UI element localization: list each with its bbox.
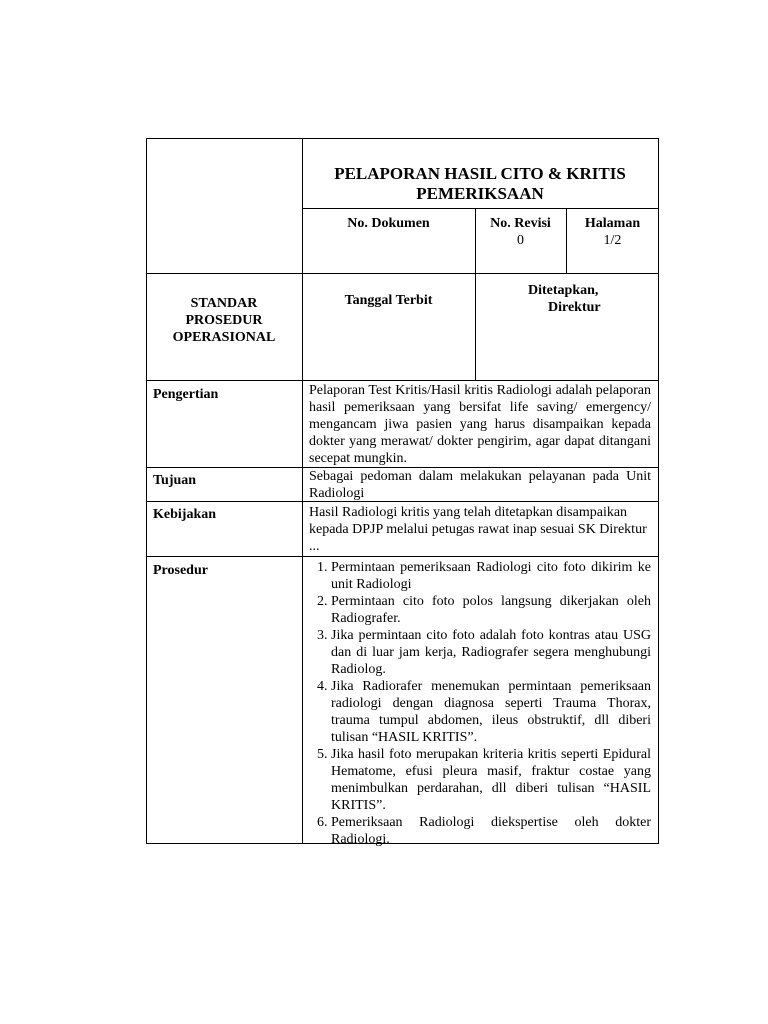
prosedur-step-1: 1. Permintaan pemeriksaan Radiologi cito foto dikirim ke unit Radiologi — [331, 559, 651, 593]
header-title-divider — [302, 208, 659, 209]
sop-label-line3: OPERASIONAL — [172, 330, 276, 345]
header-row-divider — [146, 273, 659, 274]
halaman-label: Halaman — [584, 216, 641, 231]
prosedur-step-2: 2. Permintaan cito foto polos langsung dikerjakan oleh Radiografer. — [331, 593, 651, 627]
prosedur-list — [305, 559, 651, 848]
row-label-tujuan: Tujuan — [153, 473, 197, 488]
document-title: PELAPORAN HASIL CITO & KRITIS PEMERIKSAAN — [334, 164, 626, 203]
prosedur-step-3: 3. Jika permintaan cito foto adalah foto kontras atau USG dan di luar jam kerja, Radiografer segera menghubungi Radiolog. — [331, 627, 651, 678]
sop-label-line1: STANDAR — [190, 296, 258, 311]
row-label-prosedur: Prosedur — [153, 563, 208, 578]
row-divider-kebijakan — [146, 556, 659, 557]
no-revisi-value: 0 — [517, 233, 524, 248]
row-label-kebijakan: Kebijakan — [153, 507, 217, 522]
prosedur-step-6: 6. Pemeriksaan Radiologi diekspertise oleh dokter Radiologi. — [331, 814, 651, 848]
prosedur-steps — [305, 559, 651, 848]
direktur-label: Direktur — [548, 300, 601, 315]
no-dokumen-label: No. Dokumen — [347, 216, 430, 231]
row-text-tujuan: Sebagai pedoman dalam melakukan pelayanan pada Unit Radiologi — [309, 469, 651, 501]
halaman-value: 1/2 — [603, 233, 622, 248]
row-text-kebijakan: Hasil Radiologi kritis yang telah ditetapkan disampaikan kepada DPJP melalui petugas rawat inap sesuai SK Direktur ... — [309, 505, 647, 554]
sop-label-line2: PROSEDUR — [185, 313, 263, 328]
prosedur-step-4: 4. Jika Radiorafer menemukan permintaan pemeriksaan radiologi dengan diagnosa seperti Trauma Thorax, trauma tumpul abdomen, ileus obstruktif, dll diberi tulisan “HASIL KRITIS”. — [331, 678, 651, 746]
no-revisi-label: No. Revisi — [490, 216, 551, 231]
column-divider — [302, 138, 303, 844]
tanggal-terbit-label: Tanggal Terbit — [344, 293, 433, 308]
header-bottom-divider — [146, 380, 659, 381]
ditetapkan-label: Ditetapkan, — [528, 283, 599, 298]
row-label-pengertian: Pengertian — [153, 387, 219, 402]
prosedur-step-5: 5. Jika hasil foto merupakan kriteria kritis seperti Epidural Hematome, efusi pleura masif, fraktur costae yang menimbulkan perdarahan, dll diberi tulisan “HASIL KRITIS”. — [331, 746, 651, 814]
sop-label — [146, 295, 302, 346]
row-text-pengertian: Pelaporan Test Kritis/Hasil kritis Radiologi adalah pelaporan hasil pemeriksaan yang bersifat life saving/ emergency/ mengancam jiwa pasien yang harus disampaikan kepada dokter yang merawat/ dokter pengirim, agar dapat ditangani secepat mungkin. — [309, 383, 651, 466]
